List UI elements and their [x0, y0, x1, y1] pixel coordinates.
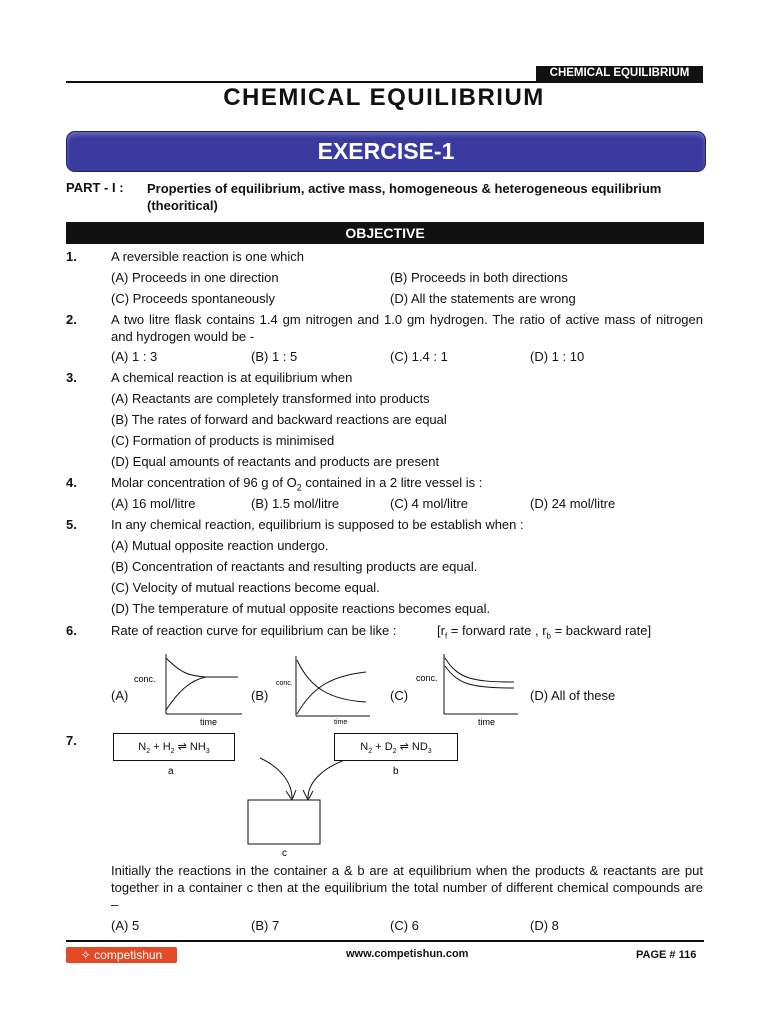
- option-b: (B) 7: [251, 918, 280, 933]
- option-d: (D) All the statements are wrong: [390, 291, 576, 306]
- page-title: CHEMICAL EQUILIBRIUM: [223, 84, 545, 111]
- equilibrium-arrow-icon: ⇌: [399, 741, 409, 753]
- axis-ylabel: conc.: [416, 673, 438, 683]
- option-c: (C) 6: [390, 918, 419, 933]
- exercise-banner: EXERCISE-1: [66, 131, 706, 172]
- option-b: (B) 1 : 5: [251, 349, 298, 364]
- question-number: 2.: [66, 312, 77, 327]
- question-number: 1.: [66, 249, 77, 264]
- rate-note: [$r_f$ = forward rate , $r_b$ = backward rate]: [437, 623, 652, 641]
- graph-b: [270, 648, 385, 730]
- option-b: (B): [251, 688, 269, 703]
- question-text: Initially the reactions in the container a & b are at equilibrium when the products & reactants are put together in a container c then at the equilibrium the total number of different chemical compounds are –: [111, 863, 703, 912]
- option-c: (C) Proceeds spontaneously: [111, 291, 276, 306]
- reaction-box-b: $N_2 + D_2$ ⇌ $ND_3$: [334, 733, 458, 761]
- option-b: (B) Proceeds in both directions: [390, 270, 568, 285]
- axis-ylabel: conc.: [276, 680, 293, 687]
- option-c: (C) 1.4 : 1: [390, 349, 448, 364]
- option-a: (A) Proceeds in one direction: [111, 270, 279, 285]
- option-b: (B) 1.5 mol/litre: [251, 496, 340, 511]
- section-bar: OBJECTIVE: [66, 222, 704, 244]
- part-description: Properties of equilibrium, active mass, homogeneous & heterogeneous equilibrium (theoritical): [147, 181, 662, 213]
- question-text: Molar concentration of 96 g of $O_2$ contained in a 2 litre vessel is :: [111, 475, 483, 493]
- page-number: PAGE # 116: [636, 949, 697, 961]
- question-text: A two litre flask contains 1.4 gm nitrogen and 1.0 gm hydrogen. The ratio of active mass of nitrogen and hydrogen would be -: [111, 312, 703, 344]
- footer-rule: [66, 940, 704, 942]
- option-d: (D) 8: [530, 918, 559, 933]
- reaction-box-a: $N_2 + H_2$ ⇌ $NH_3$: [113, 733, 235, 761]
- graph-c: [414, 648, 529, 730]
- part-label: PART - I :: [66, 180, 124, 195]
- footer-url[interactable]: www.competishun.com: [346, 948, 469, 960]
- question-number: 7.: [66, 733, 77, 748]
- graph-a: [130, 648, 245, 730]
- option-a: (A) 1 : 3: [111, 349, 158, 364]
- axis-xlabel: time: [200, 717, 218, 727]
- question-number: 6.: [66, 623, 77, 638]
- option-c: (C) 4 mol/litre: [390, 496, 469, 511]
- option-c: (C): [390, 688, 409, 703]
- label-c: c: [282, 848, 287, 859]
- question-text: In any chemical reaction, equilibrium is supposed to be establish when :: [111, 517, 524, 532]
- header-tag: CHEMICAL EQUILIBRIUM: [536, 66, 703, 81]
- label-a: a: [168, 766, 174, 777]
- option-a: (A) Reactants are completely transformed into products: [111, 391, 430, 406]
- question-text: A reversible reaction is one which: [111, 249, 304, 264]
- header-rule: [66, 81, 703, 83]
- option-c: (C) Velocity of mutual reactions become equal.: [111, 580, 380, 595]
- option-d: (D) 24 mol/litre: [530, 496, 616, 511]
- question-number: 3.: [66, 370, 77, 385]
- option-d: (D) All of these: [530, 688, 616, 703]
- question-number: 4.: [66, 475, 77, 490]
- axis-ylabel: conc.: [134, 674, 156, 684]
- axis-xlabel: time: [478, 717, 496, 727]
- equilibrium-arrow-icon: ⇌: [177, 741, 187, 753]
- axis-xlabel: time: [334, 719, 348, 726]
- option-c: (C) Formation of products is minimised: [111, 433, 335, 448]
- option-a: (A): [111, 688, 129, 703]
- option-d: (D) Equal amounts of reactants and products are present: [111, 454, 440, 469]
- option-a: (A) 16 mol/litre: [111, 496, 196, 511]
- question-text: Rate of reaction curve for equilibrium can be like :: [111, 623, 397, 638]
- question-text: A chemical reaction is at equilibrium when: [111, 370, 353, 385]
- option-d: (D) The temperature of mutual opposite reactions becomes equal.: [111, 601, 491, 616]
- question-number: 5.: [66, 517, 77, 532]
- option-a: (A) Mutual opposite reaction undergo.: [111, 538, 329, 553]
- option-b: (B) The rates of forward and backward reactions are equal: [111, 412, 447, 427]
- competishun-logo: ✧ competishun: [66, 947, 177, 963]
- option-a: (A) 5: [111, 918, 140, 933]
- label-b: b: [393, 766, 399, 777]
- option-d: (D) 1 : 10: [530, 349, 585, 364]
- option-b: (B) Concentration of reactants and resulting products are equal.: [111, 559, 478, 574]
